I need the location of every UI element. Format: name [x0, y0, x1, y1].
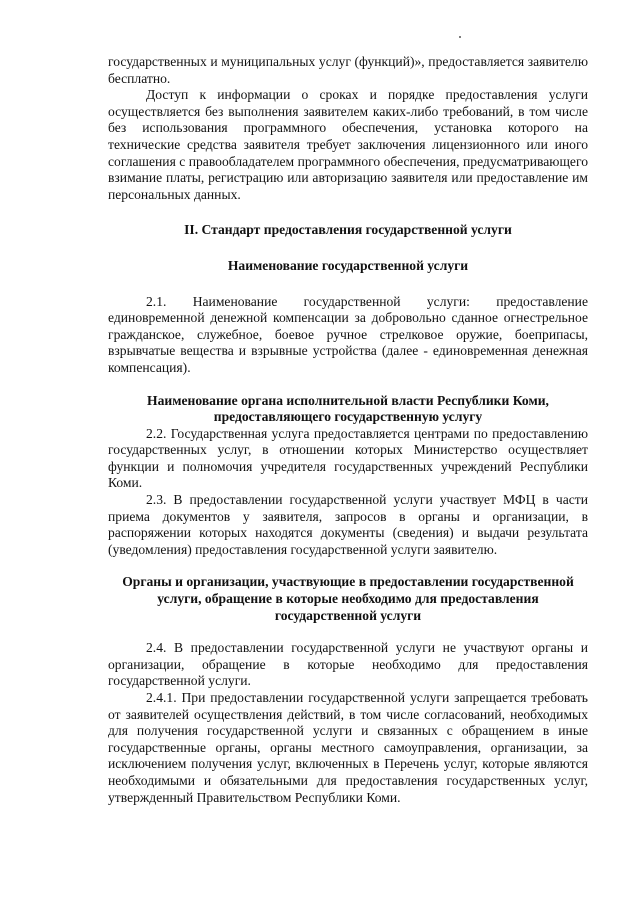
- paragraph-2-1: 2.1. Наименование государственной услуги: предоставление единовременной денежной компенсации за добровольно сданное огнестрельное гражданское, служебное, боевое ручное стрелковое оружие, боеприпасы, взрывчатые вещества и взрывные устройства (далее - единовременная денежная компенсация).: [108, 293, 588, 375]
- paragraph-2-4: 2.4. В предоставлении государственной услуги не участвуют органы и организации, обращение в которые необходимо для предоставления государственной услуги.: [108, 640, 588, 689]
- paragraph-2-4-1: 2.4.1. При предоставлении государственной услуги запрещается требовать от заявителей осуществления действий, в том числе согласований, необходимых для получения государственной услуги и связанных с обращением в иные государственные органы, органы местного самоуправления, организации, за исключением получения услуг, включенных в Перечень услуг, которые являются необходимыми и обязательными для предоставления государственных услуг, утвержденный Правительством Республики Коми.: [108, 690, 588, 805]
- subheading-service-name: Наименование государственной услуги: [227, 257, 469, 273]
- subheading-organizations-line2: услуги, обращение в которые необходимо для предоставления: [157, 591, 539, 607]
- paragraph-information-access: Доступ к информации о сроках и порядке предоставления услуги осуществляется без выполнения заявителем каких-либо требований, в том числе без использования программного обеспечения, установка которого на технические средства заявителя требует заключения лицензионного или иного соглашения с правообладателем программного обеспечения, предусматривающего взимание платы, регистрацию или авторизацию заявителя или предоставление им персональных данных.: [108, 87, 588, 202]
- subheading-organizations-line1: Органы и организации, участвующие в предоставлении государственной: [122, 574, 574, 590]
- subheading-executive-body-line2: предоставляющего государственную услугу: [213, 409, 483, 425]
- scan-speck: [459, 36, 461, 38]
- subheading-executive-body-line1: Наименование органа исполнительной власти Республики Коми,: [147, 392, 549, 408]
- paragraph-fee-free: государственных и муниципальных услуг (функций)», предоставляется заявителю бесплатно.: [108, 54, 588, 86]
- section-heading-standard: II. Стандарт предоставления государственной услуги: [184, 222, 512, 238]
- subheading-organizations-line3: государственной услуги: [274, 607, 422, 623]
- paragraph-2-2: 2.2. Государственная услуга предоставляется центрами по предоставлению государственных услуг, в отношении которых Министерство осуществляет функции и полномочия учредителя государственных учреждений Республики Коми.: [108, 425, 588, 491]
- paragraph-2-3: 2.3. В предоставлении государственной услуги участвует МФЦ в части приема документов у заявителя, запросов в органы и организации, в распоряжении которых находятся документы (сведения) и выдачи результата (уведомления) предоставления государственной услуги заявителю.: [108, 492, 588, 557]
